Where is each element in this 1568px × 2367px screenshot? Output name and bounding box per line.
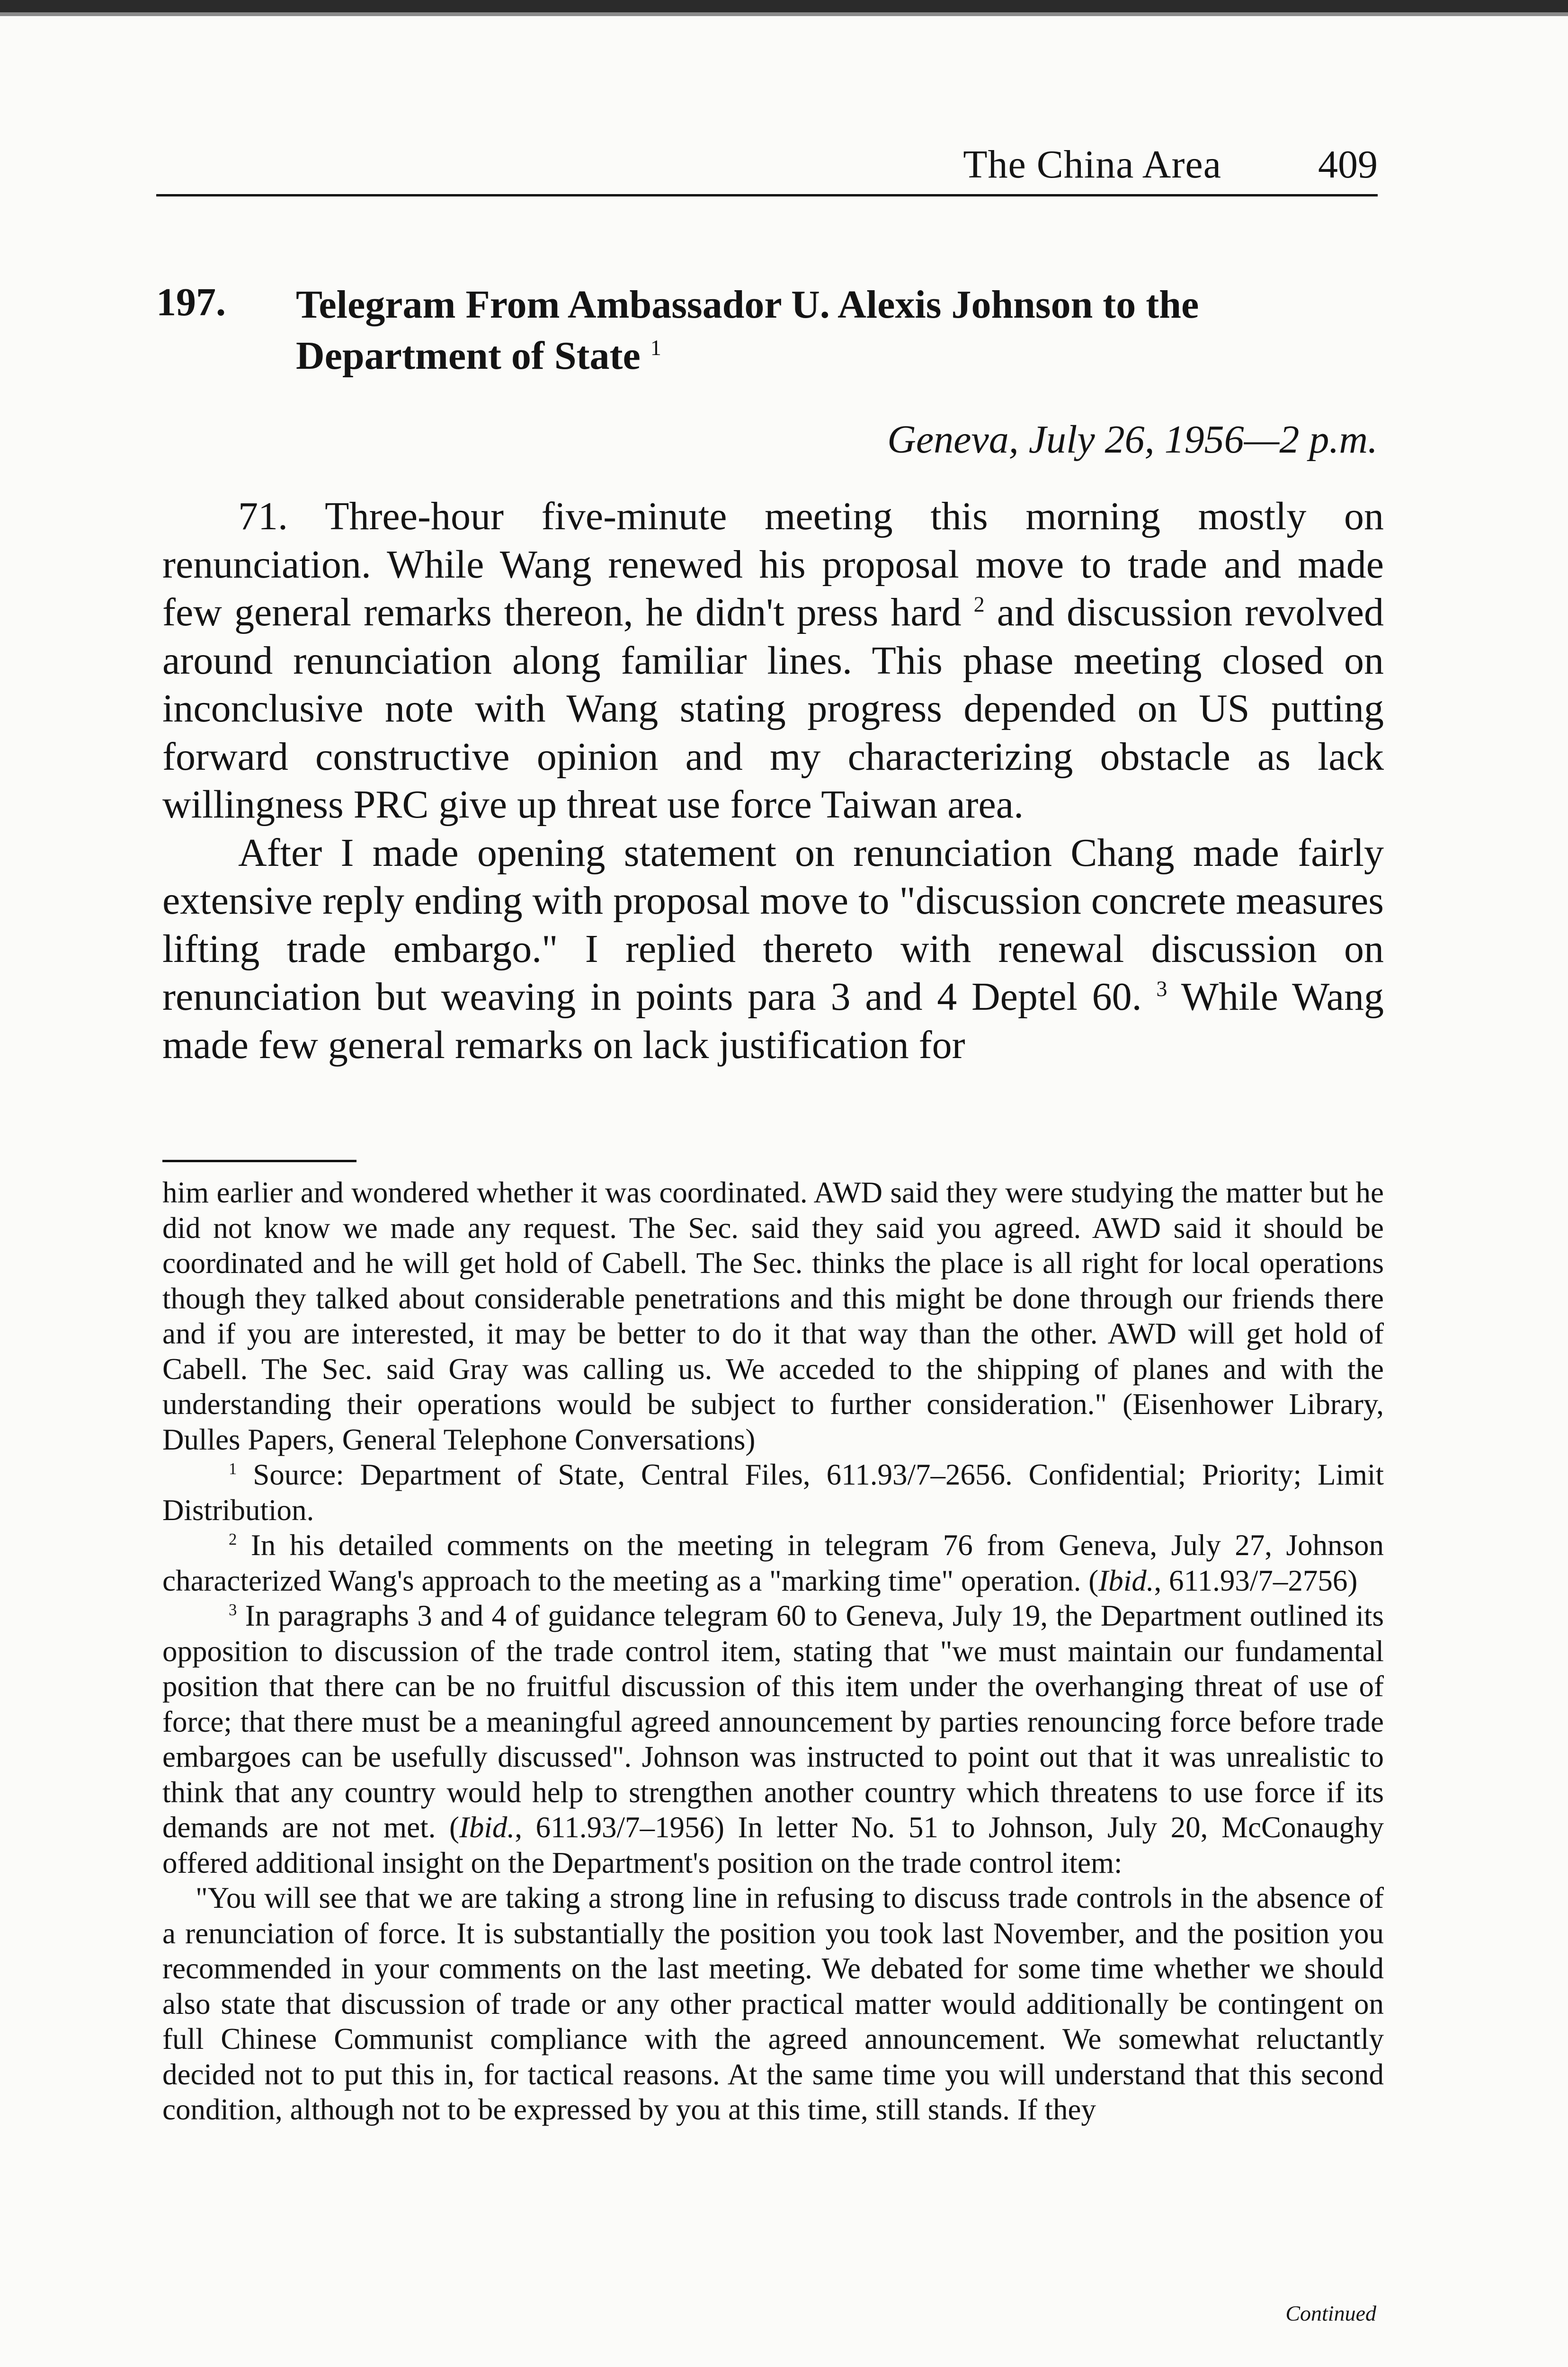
body-p1-part-b: and discussion revolved around renunciation along familiar lines. This phase meeting closed on inconclusive note with Wang stating progress depended on US putting forward constructive opinion and my characterizing obstacle as lack willingness PRC give up threat use force Taiwan area.	[162, 590, 1384, 827]
footnote-3-text-a: In paragraphs 3 and 4 of guidance telegram 60 to Geneva, July 19, the Department outlined its opposition to discussion of the trade control item, stating that "we must maintain our fundamental position that there can be no fruitful discussion of this item under the overhanging threat of use of force; that there must be a meaningful agreed announcement by parties renouncing force before trade embargoes can be usefully discussed". Johnson was instructed to point out that it was unrealistic to think that any country would help to strengthen another country which threatens to use force if its demands are not met. (	[162, 1599, 1384, 1844]
footnote-carryover: him earlier and wondered whether it was coordinated. AWD said they were studying the matter but he did not know we made any request. The Sec. said they said you agreed. AWD said it should be coordinated and he will get hold of Cabell. The Sec. thinks the place is all right for local operations though they talked about considerable penetrations and this might be done through our friends there and if you are interested, it may be better to do it that way than the other. AWD will get hold of Cabell. The Sec. said Gray was calling us. We acceded to the shipping of planes and with the understanding their operations would be subject to further consideration." (Eisenhower Library, Dulles Papers, General Telephone Conversations)	[162, 1176, 1384, 1456]
footnote-3	[162, 1598, 1384, 1880]
footnote-3-text-b: , 611.93/7–1956) In letter No. 51 to Johnson, July 20, McConaughy offered additional insight on the Department's position on the trade control item:	[162, 1811, 1384, 1879]
running-head	[156, 142, 1378, 196]
dateline: Geneva, July 26, 1956—2 p.m.	[887, 418, 1378, 462]
page-number: 409	[1318, 142, 1378, 187]
document-number: 197.	[156, 280, 226, 324]
footnote-1	[162, 1457, 1384, 1528]
footnote-2-text-b: , 611.93/7–2756)	[1154, 1564, 1358, 1597]
footnote-1-number: 1	[229, 1460, 237, 1478]
scan-top-border-shadow	[0, 12, 1568, 16]
footnote-2	[162, 1528, 1384, 1598]
telegram-body	[162, 492, 1384, 1069]
running-head-section: The China Area	[963, 142, 1221, 187]
body-p1-part-a: 71. Three-hour five-minute meeting this morning mostly on renunciation. While Wang renewed his proposal move to trade and made few general remarks thereon, he didn't press hard	[162, 494, 1384, 634]
body-paragraph-1	[162, 492, 1384, 829]
body-p2-part-b: While Wang made few general remarks on lack justification for	[162, 975, 1384, 1067]
footnote-3-number: 3	[229, 1601, 237, 1619]
body-paragraph-2	[162, 829, 1384, 1069]
footnote-separator	[162, 1160, 356, 1162]
continued-marker: Continued	[1285, 2301, 1376, 2325]
footnote-ref-3: 3	[1156, 977, 1167, 1001]
footnote-ref-2: 2	[973, 592, 985, 616]
body-p2-part-a: After I made opening statement on renunciation Chang made fairly extensive reply ending with proposal move to "discussion concrete measures lifting trade embargo." I replied thereto with renewal discussion on renunciation but weaving in points para 3 and 4 Deptel 60.	[162, 830, 1384, 1019]
footnotes	[162, 1175, 1384, 2127]
footnote-2-ibid: Ibid.	[1098, 1564, 1154, 1597]
footnote-3-quote: "You will see that we are taking a strong line in refusing to discuss trade controls in the absence of a renunciation of force. It is substantially the position you took last November, and the position you recommended in your comments on the last meeting. We debated for some time whether we should also state that discussion of trade or any other practical matter would additionally be contingent on full Chinese Communist compliance with the agreed announcement. We somewhat reluctantly decided not to put this in, for tactical reasons. At the same time you will understand that this second condition, although not to be expressed by you at this time, still stands. If they	[162, 1881, 1384, 2126]
document-title-text: Telegram From Ambassador U. Alexis Johnson to the Department of State	[296, 283, 1199, 378]
footnote-2-text-a: In his detailed comments on the meeting in telegram 76 from Geneva, July 27, Johnson characterized Wang's approach to the meeting as a "marking time" operation. (	[162, 1529, 1384, 1597]
footnote-1-text: Source: Department of State, Central Files, 611.93/7–2656. Confidential; Priority; Limit Distribution.	[162, 1458, 1384, 1527]
scan-top-border	[0, 0, 1568, 12]
footnote-2-number: 2	[229, 1531, 237, 1548]
document-title	[296, 279, 1337, 382]
footnote-ref-1: 1	[650, 336, 661, 360]
footnote-3-ibid: Ibid.	[459, 1811, 515, 1844]
